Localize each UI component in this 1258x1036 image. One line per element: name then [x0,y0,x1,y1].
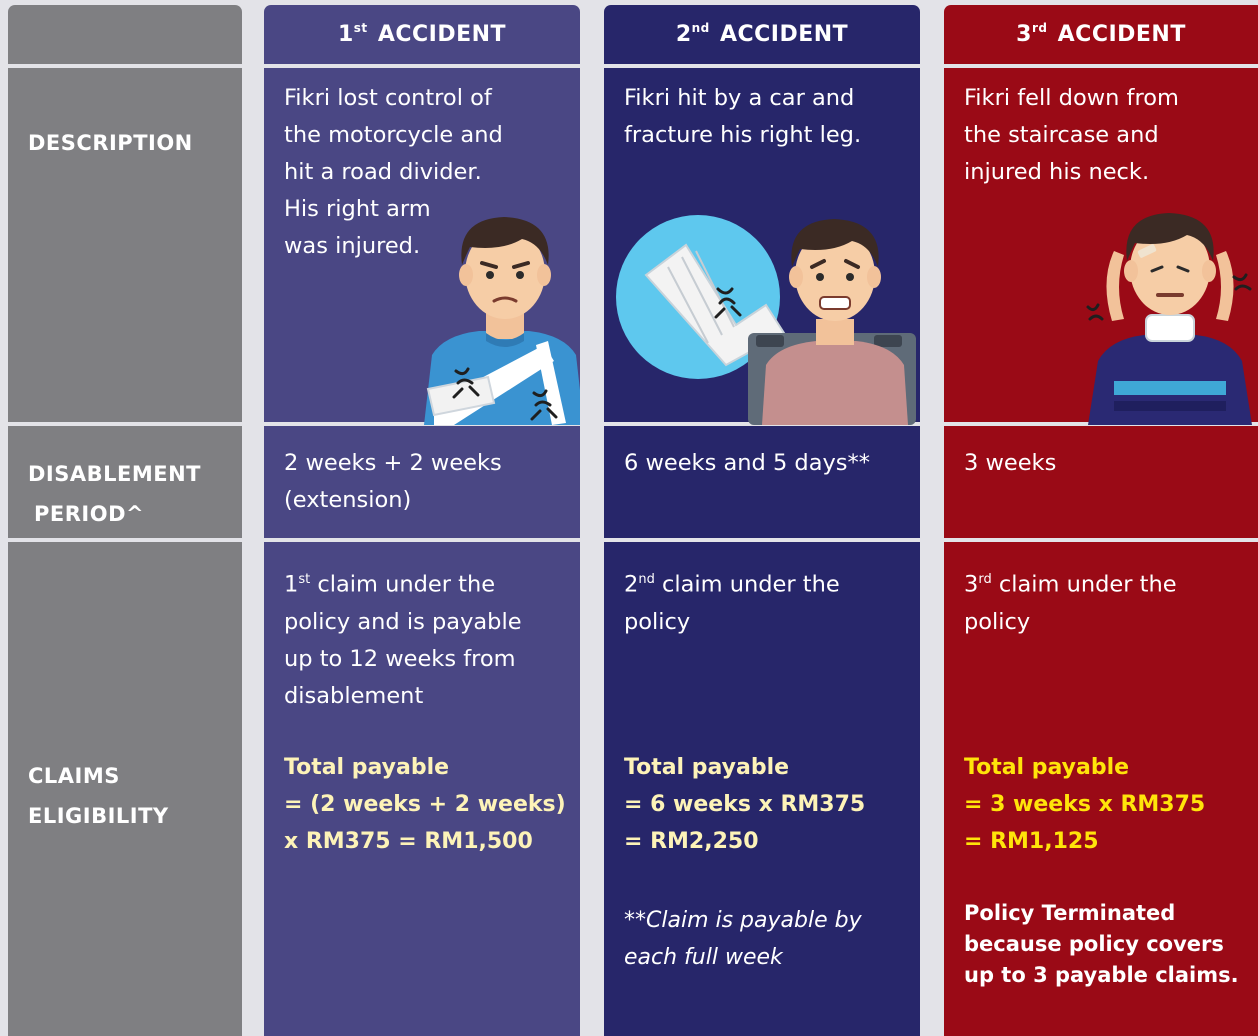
accident-3-description: Fikri fell down from the staircase and injured his neck. [964,85,1179,185]
label-disablement-period: DISABLEMENT PERIOD^ [28,462,201,526]
row-divider [264,538,580,542]
accident-3-total-payable: Total payable = 3 weeks x RM375 = RM1,125 [964,755,1206,854]
row-divider [8,422,242,426]
accident-2-heading: 2 $^{nd}$ ACCIDENT [675,21,849,47]
label-description: DESCRIPTION [28,131,193,155]
accident-3-heading: 3 $^{rd}$ ACCIDENT [1016,21,1186,47]
accident-3-termination-note: Policy Terminated because policy covers up to 3 payable claims. [964,901,1239,987]
neck-brace-illustration [1084,211,1258,425]
accident-2-total-payable: Total payable = 6 weeks x RM375 = RM2,250 [624,755,866,854]
injured-arm-sling-illustration [424,213,580,425]
accident-1-description: Fikri lost control of the motorcycle and hit a road divider. His right arm was injured. [284,85,503,259]
accident-2-column [604,5,920,1036]
row-divider [8,538,242,542]
accident-1-total-payable: Total payable = (2 weeks + 2 weeks) x RM375 = RM1,500 [284,755,566,854]
accident-1-column [264,5,580,1036]
row-labels-column [8,5,242,1036]
accident-2-disablement: 6 weeks and 5 days** [624,450,871,476]
label-claims-eligibility: CLAIMS ELIGIBILITY [28,764,169,828]
accident-2-claim-text: 2nd claim under the policy [624,571,840,635]
accident-1-heading: 1 $^{st}$ ACCIDENT [337,21,507,47]
accident-2-note: **Claim is payable by each full week [624,908,862,970]
accident-1-claim-text: 1st claim under the policy and is payable up to 12 weeks from disablement [284,571,522,709]
accident-3-claim-text: 3rd claim under the policy [964,571,1177,635]
row-divider [944,538,1258,542]
row-divider [604,64,920,68]
row-divider [604,538,920,542]
leg-cast-wheelchair-illustration [616,205,916,425]
row-divider [944,64,1258,68]
accident-2-description: Fikri hit by a car and fracture his right leg. [624,85,862,148]
row-divider [264,64,580,68]
row-divider [8,64,242,68]
accident-3-column [944,5,1258,1036]
accident-3-disablement: 3 weeks [964,450,1057,476]
accident-1-disablement: 2 weeks + 2 weeks (extension) [284,450,502,513]
